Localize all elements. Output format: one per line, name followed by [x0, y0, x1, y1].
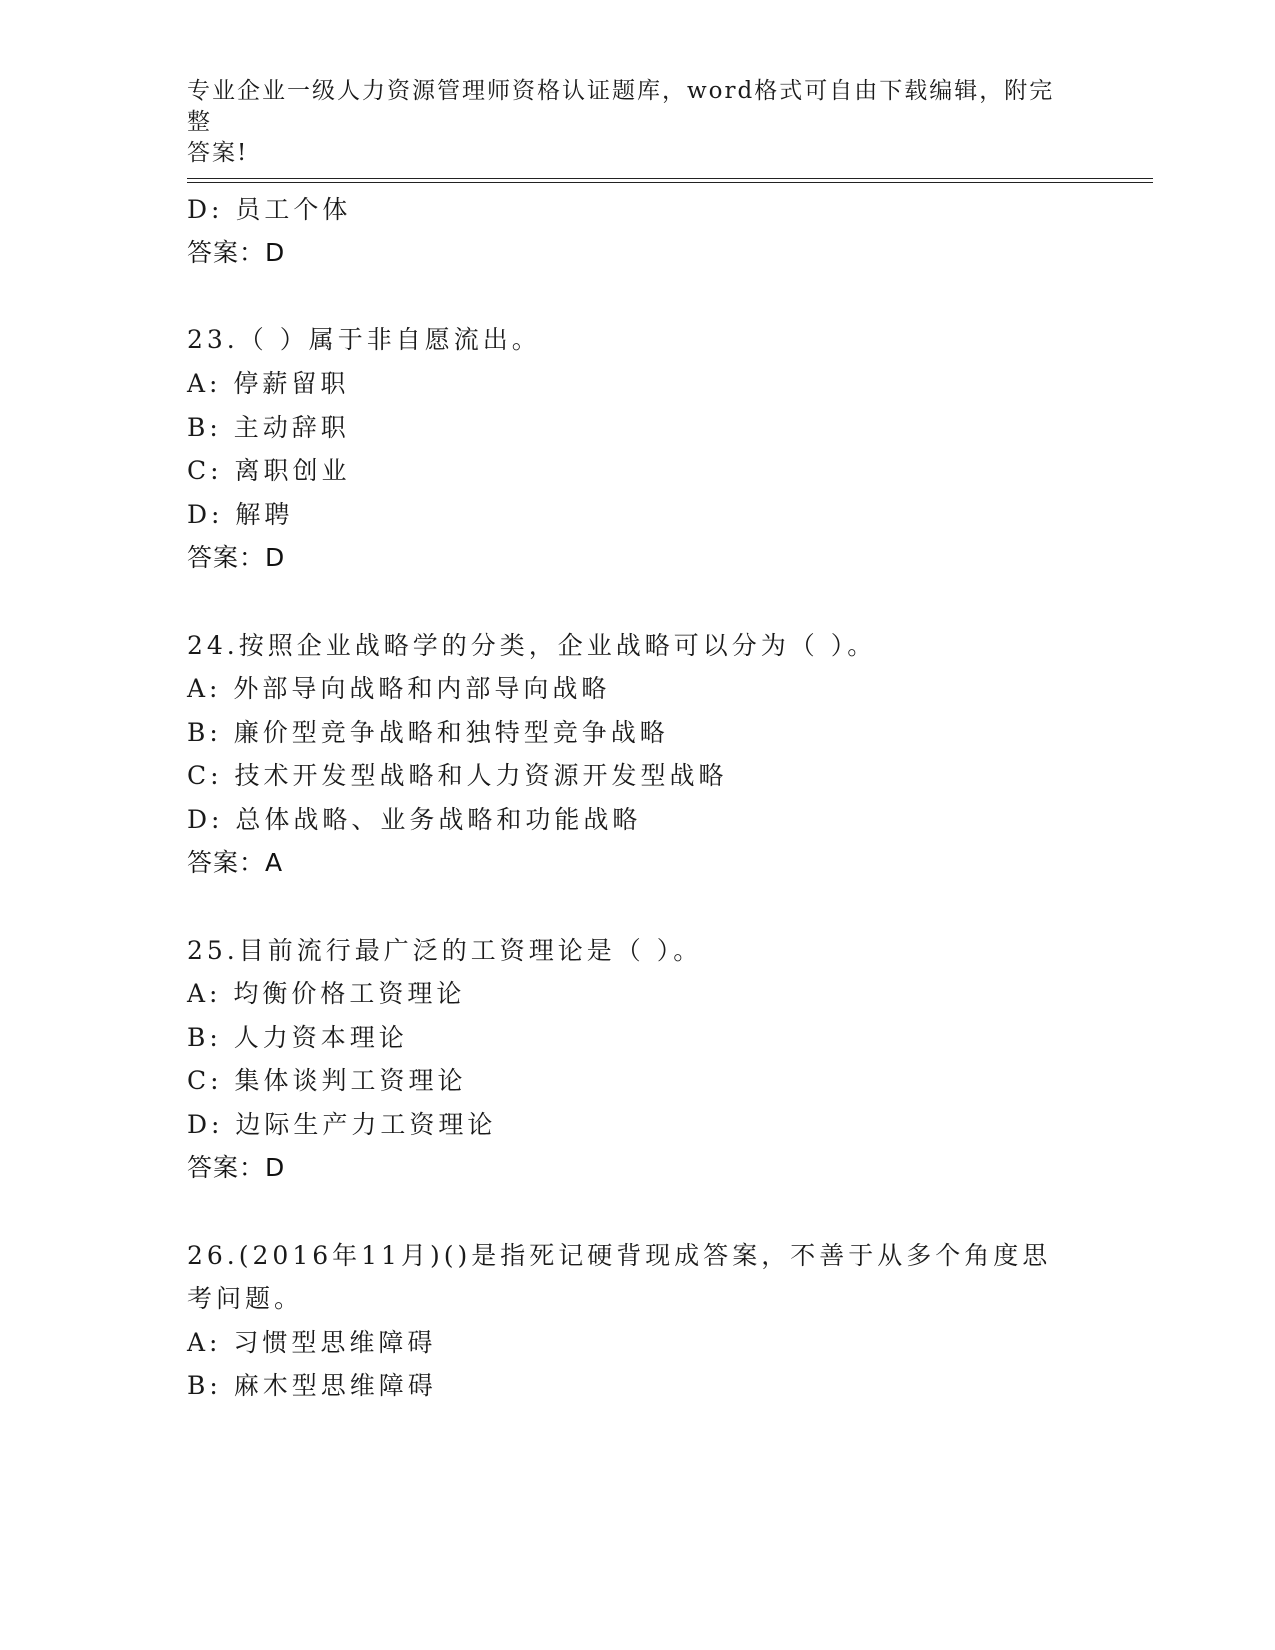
option-line: A: 均衡价格工资理论 [187, 979, 466, 1008]
option-line: C: 技术开发型战略和人力资源开发型战略 [187, 761, 728, 790]
option-line: B: 麻木型思维障碍 [187, 1371, 437, 1400]
option-line: A: 外部导向战略和内部导向战略 [187, 674, 611, 703]
answer-line: 答案：D [187, 543, 286, 572]
option-line: D: 员工个体 [187, 195, 352, 224]
answer-line: 答案：D [187, 238, 286, 267]
header-line-2: 答案! [187, 140, 249, 166]
answer-line: 答案：A [187, 848, 284, 877]
answer-line: 答案：D [187, 1153, 286, 1182]
question-line: 25.目前流行最广泛的工资理论是（ ）。 [187, 936, 703, 965]
header-divider-top [187, 178, 1153, 179]
option-line: D: 边际生产力工资理论 [187, 1110, 497, 1139]
question-line: 考问题。 [187, 1284, 304, 1313]
question-line: 23.（ ）属于非自愿流出。 [187, 325, 541, 354]
option-line: A: 习惯型思维障碍 [187, 1328, 437, 1357]
header-line-1: 专业企业一级人力资源管理师资格认证题库，word格式可自由下载编辑，附完整 [187, 78, 1055, 135]
option-line: C: 离职创业 [187, 456, 351, 485]
option-line: B: 廉价型竞争战略和独特型竞争战略 [187, 718, 669, 747]
header-divider-bottom [187, 182, 1153, 183]
option-line: D: 解聘 [187, 500, 294, 529]
option-line: A: 停薪留职 [187, 369, 350, 398]
option-line: C: 集体谈判工资理论 [187, 1066, 467, 1095]
option-line: B: 人力资本理论 [187, 1023, 408, 1052]
question-line: 26.(2016年11月)()是指死记硬背现成答案，不善于从多个角度思 [187, 1241, 1052, 1270]
question-line: 24.按照企业战略学的分类，企业战略可以分为（ ）。 [187, 631, 877, 660]
page-header [187, 76, 1067, 169]
option-line: D: 总体战略、业务战略和功能战略 [187, 805, 642, 834]
option-line: B: 主动辞职 [187, 413, 350, 442]
